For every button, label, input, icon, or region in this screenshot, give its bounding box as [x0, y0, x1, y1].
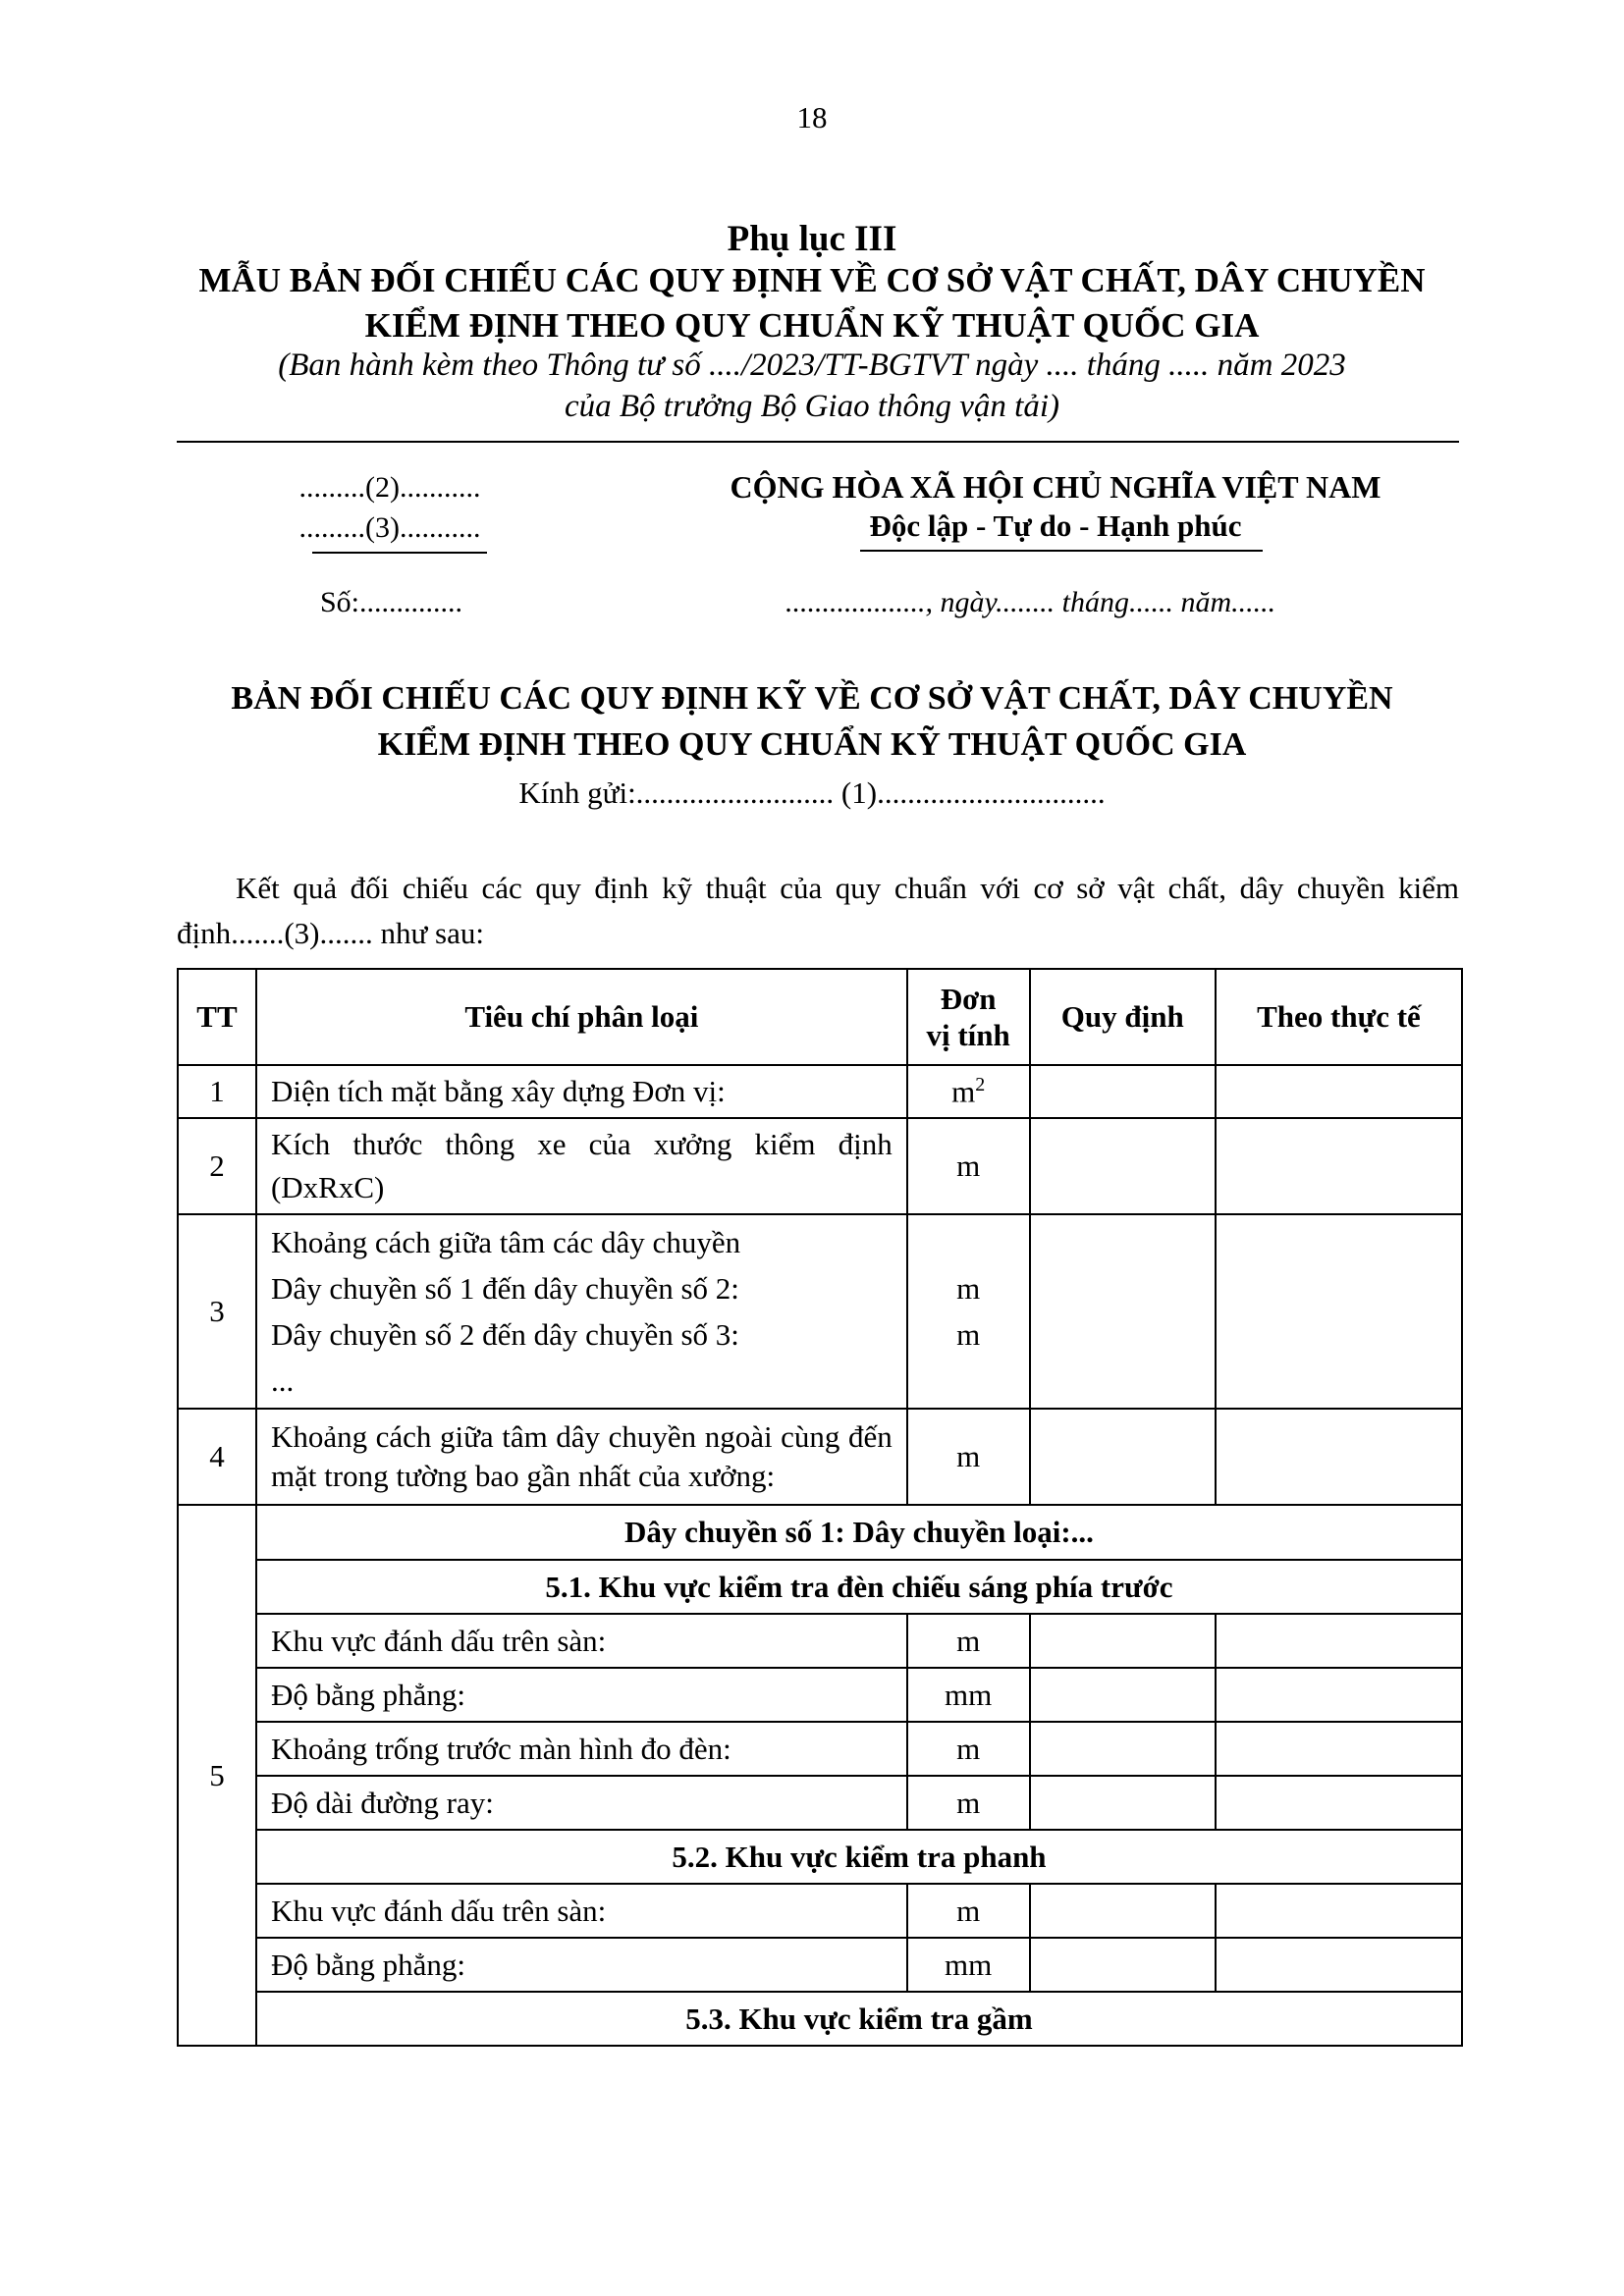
s1-item3-criteria: Khoảng trống trước màn hình đo đèn: [256, 1722, 907, 1776]
header-unit [907, 969, 1030, 1065]
section-5-1-title: 5.1. Khu vực kiểm tra đèn chiếu sáng phía trước [256, 1560, 1462, 1614]
s1-item4-regulation [1030, 1776, 1216, 1830]
table-row [178, 1668, 1462, 1722]
s1-item3-regulation [1030, 1722, 1216, 1776]
section-5-3-title: 5.3. Khu vực kiểm tra gầm [256, 1992, 1462, 2046]
s2-item2-regulation [1030, 1938, 1216, 1992]
row3-actual [1216, 1214, 1462, 1409]
table-header-row [178, 969, 1462, 1065]
horizontal-divider [177, 441, 1459, 443]
s1-item3-actual [1216, 1722, 1462, 1776]
s1-item1-actual [1216, 1614, 1462, 1668]
row4-tt: 4 [178, 1409, 256, 1505]
document-title-line1: BẢN ĐỐI CHIẾU CÁC QUY ĐỊNH KỸ VỀ CƠ SỞ VẬT CHẤT, DÂY CHUYỀN [231, 680, 1393, 717]
page-number: 18 [796, 100, 828, 134]
national-title: CỘNG HÒA XÃ HỘI CHỦ NGHĨA VIỆT NAM [730, 469, 1381, 505]
table-row [178, 1884, 1462, 1938]
comparison-table [177, 968, 1463, 2047]
row3-tt: 3 [178, 1214, 256, 1409]
row3-criteria-line2: Dây chuyền số 1 đến dây chuyền số 2: [270, 1271, 739, 1306]
row4-criteria: Khoảng cách giữa tâm dây chuyền ngoài cùng đến mặt trong tường bao gần nhất của xưởng: [256, 1409, 907, 1505]
table-row [178, 1409, 1462, 1505]
row3-regulation [1030, 1214, 1216, 1409]
appendix-title: Phụ lục III [727, 219, 897, 259]
header-unit-line2: vị tính [926, 1018, 1010, 1052]
document-number: Số:.............. [320, 586, 463, 618]
row3-unit-line2: m [956, 1271, 981, 1306]
row1-unit-sup: 2 [975, 1073, 986, 1095]
row1-unit-text: m [951, 1074, 976, 1109]
row2-actual [1216, 1118, 1462, 1214]
header-regulation: Quy định [1030, 969, 1216, 1065]
appendix-issued-line2: của Bộ trưởng Bộ Giao thông vận tải) [565, 389, 1059, 424]
table-row [178, 1505, 1462, 1560]
s1-item4-actual [1216, 1776, 1462, 1830]
motto-underline [860, 550, 1263, 552]
table-row [178, 1214, 1462, 1409]
row5-line-heading: Dây chuyền số 1: Dây chuyền loại:... [256, 1505, 1462, 1560]
s1-item2-actual [1216, 1668, 1462, 1722]
row1-actual [1216, 1065, 1462, 1118]
s1-item3-unit: m [907, 1722, 1030, 1776]
s2-item1-regulation [1030, 1884, 1216, 1938]
row2-unit: m [907, 1118, 1030, 1214]
appendix-heading-line1: MẪU BẢN ĐỐI CHIẾU CÁC QUY ĐỊNH VỀ CƠ SỞ VẬT CHẤT, DÂY CHUYỀN [198, 261, 1426, 299]
organization-line-3: .........(3)........... [298, 511, 481, 544]
row4-actual [1216, 1409, 1462, 1505]
row4-regulation [1030, 1409, 1216, 1505]
row1-unit [907, 1065, 1030, 1118]
row3-unit [907, 1214, 1030, 1409]
s2-item2-actual [1216, 1938, 1462, 1992]
row3-criteria [256, 1214, 907, 1409]
s1-item2-unit: mm [907, 1668, 1030, 1722]
s1-item1-criteria: Khu vực đánh dấu trên sàn: [256, 1614, 907, 1668]
table-row [178, 1938, 1462, 1992]
row1-tt: 1 [178, 1065, 256, 1118]
document-title-line2: KIỂM ĐỊNH THEO QUY CHUẨN KỸ THUẬT QUỐC GIA [377, 726, 1247, 763]
row3-criteria-line4: ... [270, 1363, 295, 1398]
intro-paragraph: Kết quả đối chiếu các quy định kỹ thuật của quy chuẩn với cơ sở vật chất, dây chuyền kiểm định.......(3)....... như sau: [177, 871, 1459, 950]
header-unit-line1: Đơn [940, 982, 997, 1016]
s2-item2-criteria: Độ bằng phẳng: [256, 1938, 907, 1992]
table-row [178, 1560, 1462, 1614]
s1-item2-criteria: Độ bằng phẳng: [256, 1668, 907, 1722]
row2-regulation [1030, 1118, 1216, 1214]
recipient-line: Kính gửi:.......................... (1).............................. [518, 775, 1106, 810]
header-tt: TT [178, 969, 256, 1065]
row2-tt: 2 [178, 1118, 256, 1214]
s2-item1-unit: m [907, 1884, 1030, 1938]
s1-item4-unit: m [907, 1776, 1030, 1830]
organization-underline [312, 552, 487, 554]
place-and-date: ..................., ngày........ tháng...... năm...... [785, 586, 1276, 618]
s1-item4-criteria: Độ dài đường ray: [256, 1776, 907, 1830]
organization-line-2: .........(2)........... [298, 471, 481, 504]
row3-criteria-line1: Khoảng cách giữa tâm các dây chuyền [270, 1225, 741, 1259]
s1-item2-regulation [1030, 1668, 1216, 1722]
table-row [178, 1722, 1462, 1776]
row5-tt: 5 [178, 1505, 256, 2046]
row1-regulation [1030, 1065, 1216, 1118]
table-row [178, 1992, 1462, 2046]
appendix-heading-line2: KIỂM ĐỊNH THEO QUY CHUẨN KỸ THUẬT QUỐC GIA [364, 306, 1260, 345]
national-motto: Độc lập - Tự do - Hạnh phúc [869, 508, 1242, 543]
table-row [178, 1118, 1462, 1214]
s2-item1-criteria: Khu vực đánh dấu trên sàn: [256, 1884, 907, 1938]
s2-item2-unit: mm [907, 1938, 1030, 1992]
s2-item1-actual [1216, 1884, 1462, 1938]
table-row [178, 1776, 1462, 1830]
row3-criteria-line3: Dây chuyền số 2 đến dây chuyền số 3: [270, 1317, 739, 1352]
appendix-issued-line1: (Ban hành kèm theo Thông tư số ..../2023/TT-BGTVT ngày .... tháng ..... năm 2023 [278, 347, 1346, 383]
row1-criteria: Diện tích mặt bằng xây dựng Đơn vị: [256, 1065, 907, 1118]
s1-item1-unit: m [907, 1614, 1030, 1668]
row4-unit: m [907, 1409, 1030, 1505]
header-criteria: Tiêu chí phân loại [256, 969, 907, 1065]
table-row [178, 1065, 1462, 1118]
header-actual: Theo thực tế [1216, 969, 1462, 1065]
row2-criteria: Kích thước thông xe của xưởng kiểm định (DxRxC) [256, 1118, 907, 1214]
section-5-2-title: 5.2. Khu vực kiểm tra phanh [256, 1830, 1462, 1884]
table-row [178, 1830, 1462, 1884]
s1-item1-regulation [1030, 1614, 1216, 1668]
table-row [178, 1614, 1462, 1668]
row3-unit-line3: m [956, 1317, 981, 1352]
